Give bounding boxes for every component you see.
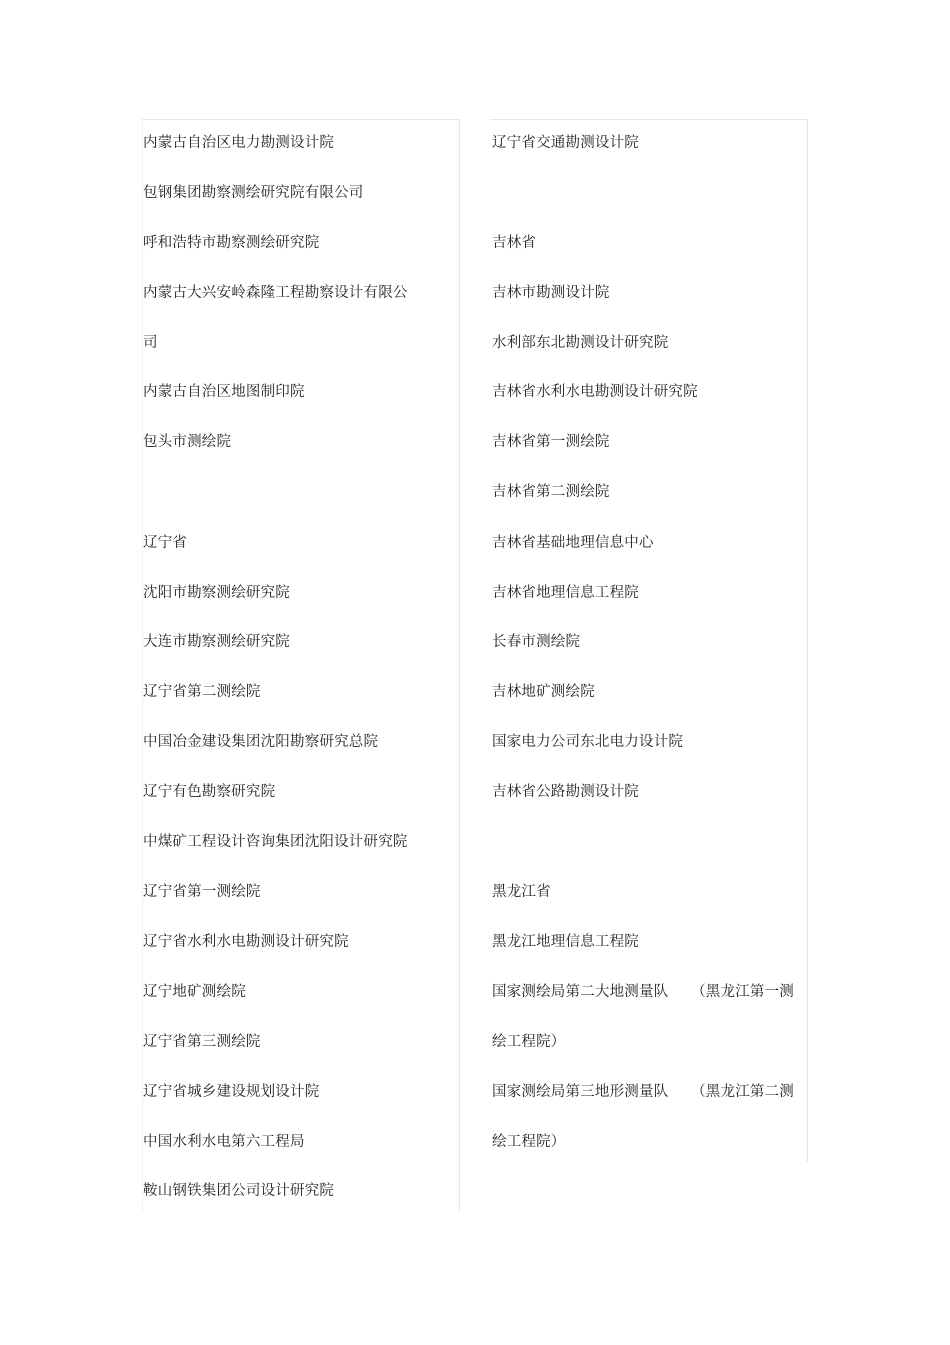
entry-line: 内蒙古大兴安岭森隆工程勘察设计有限公: [143, 285, 408, 301]
province-heading: 黑龙江省: [492, 884, 551, 900]
entry-line: 包钢集团勘察测绘研究院有限公司: [143, 185, 364, 201]
entry-line: 辽宁省第二测绘院: [143, 684, 261, 700]
entry-line: 鞍山钢铁集团公司设计研究院: [143, 1183, 335, 1199]
entry-line: 呼和浩特市勘察测绘研究院: [143, 235, 320, 251]
entry-line: 吉林市勘测设计院: [492, 285, 610, 301]
entry-line: 水利部东北勘测设计研究院: [492, 335, 669, 351]
entry-line: 辽宁省交通勘测设计院: [492, 135, 639, 151]
entry-line-wrapped: [492, 980, 794, 1004]
entry-text: 国家测绘局第二大地测量队: [492, 984, 669, 1000]
entry-line: 辽宁省第一测绘院: [143, 884, 261, 900]
entry-line: 沈阳市勘察测绘研究院: [143, 585, 290, 601]
entry-line: 内蒙古自治区地图制印院: [143, 384, 305, 400]
entry-line: 绘工程院）: [492, 1034, 566, 1050]
entry-line: 吉林地矿测绘院: [492, 684, 595, 700]
entry-text: （黑龙江第二测: [691, 1084, 794, 1100]
entry-line: 辽宁有色勘察研究院: [143, 784, 276, 800]
entry-line: 辽宁地矿测绘院: [143, 984, 246, 1000]
entry-line: 吉林省第一测绘院: [492, 434, 610, 450]
entry-line: 吉林省第二测绘院: [492, 484, 610, 500]
entry-line: 黑龙江地理信息工程院: [492, 934, 639, 950]
entry-line-wrapped: [492, 1080, 794, 1104]
entry-line: 辽宁省城乡建设规划设计院: [143, 1084, 320, 1100]
entry-line: 辽宁省水利水电勘测设计研究院: [143, 934, 349, 950]
entry-line: 吉林省地理信息工程院: [492, 585, 639, 601]
left-column: [142, 119, 460, 1212]
province-heading: 吉林省: [492, 235, 537, 251]
entry-line: 包头市测绘院: [143, 434, 232, 450]
entry-line: 国家电力公司东北电力设计院: [492, 734, 684, 750]
entry-line: 中国冶金建设集团沈阳勘察研究总院: [143, 734, 379, 750]
entry-line: 大连市勘察测绘研究院: [143, 634, 290, 650]
right-column: [490, 119, 808, 1162]
entry-line: 中国水利水电第六工程局: [143, 1134, 305, 1150]
entry-line: 中煤矿工程设计咨询集团沈阳设计研究院: [143, 834, 408, 850]
province-heading: 辽宁省: [143, 535, 188, 551]
entry-line: 长春市测绘院: [492, 634, 581, 650]
entry-line: 内蒙古自治区电力勘测设计院: [143, 135, 335, 151]
entry-line: 辽宁省第三测绘院: [143, 1034, 261, 1050]
entry-text: （黑龙江第一测: [691, 984, 794, 1000]
entry-text: 国家测绘局第三地形测量队: [492, 1084, 669, 1100]
entry-line: 吉林省公路勘测设计院: [492, 784, 639, 800]
entry-line: 司: [143, 335, 158, 351]
entry-line: 绘工程院）: [492, 1134, 566, 1150]
entry-line: 吉林省水利水电勘测设计研究院: [492, 384, 698, 400]
entry-line: 吉林省基础地理信息中心: [492, 535, 654, 551]
